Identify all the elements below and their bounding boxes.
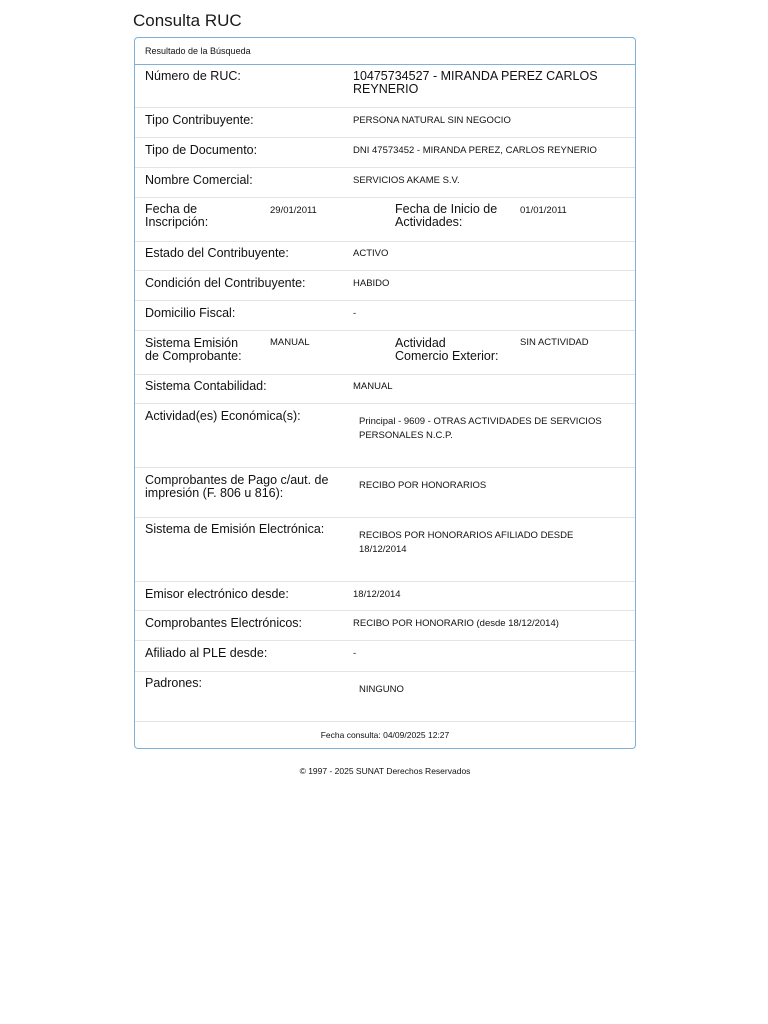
comprobantes-electronicos-label: Comprobantes Electrónicos: [145,616,303,630]
comprobantes-pago-label-line1: Comprobantes de Pago c/aut. de [145,473,329,487]
sistema-emision-value: MANUAL [270,337,310,348]
comprobantes-pago-value: RECIBO POR HONORARIOS [359,480,487,491]
fecha-inscripcion-value: 29/01/2011 [270,205,317,216]
tipo-contribuyente-label: Tipo Contribuyente: [145,113,254,127]
fecha-inicio-label-line1: Fecha de Inicio de [395,202,498,216]
row-tipo-documento [135,138,635,168]
condicion-value: HABIDO [353,278,390,289]
emision-electronica-value-line1: RECIBOS POR HONORARIOS AFILIADO DESDE [359,530,574,541]
comercio-exterior-label [395,337,499,363]
nombre-comercial-label: Nombre Comercial: [145,173,253,187]
fecha-inicio-value: 01/01/2011 [520,205,567,216]
actividad-value-line2: PERSONALES N.C.P. [359,430,453,441]
comercio-exterior-value: SIN ACTIVIDAD [520,337,589,348]
domicilio-label: Domicilio Fiscal: [145,306,236,320]
sistema-emision-label-line2: de Comprobante: [145,349,242,363]
padrones-value: NINGUNO [359,684,404,695]
contabilidad-value: MANUAL [353,381,393,392]
row-emisor-desde [135,582,635,611]
estado-label: Estado del Contribuyente: [145,246,289,260]
row-comprobantes-electronicos [135,611,635,641]
actividad-label: Actividad(es) Económica(s): [145,409,301,423]
row-comprobantes-pago [135,468,635,518]
tipo-documento-label: Tipo de Documento: [145,143,258,157]
ruc-label: Número de RUC: [145,69,241,83]
padrones-label: Padrones: [145,676,202,690]
comprobantes-pago-label [145,474,328,500]
ruc-value [353,70,598,96]
fecha-inscripcion-label [145,203,208,229]
row-ple [135,641,635,672]
comercio-exterior-label-line1: Actividad [395,336,446,350]
comprobantes-electronicos-value: RECIBO POR HONORARIO (desde 18/12/2014) [353,618,559,629]
panel-header: Resultado de la Búsqueda [135,38,635,65]
emision-electronica-value-line2: 18/12/2014 [359,544,407,555]
row-sistema-emision [135,331,635,375]
row-ruc [135,65,635,108]
actividad-value-line1: Principal - 9609 - OTRAS ACTIVIDADES DE SERVICIOS [359,416,602,427]
page-title: Consulta RUC [133,11,242,30]
ple-value: - [353,648,357,659]
row-tipo-contribuyente [135,108,635,138]
row-padrones [135,672,635,722]
ruc-value-line1: 10475734527 - MIRANDA PEREZ CARLOS [353,69,598,83]
fecha-inicio-label [395,203,497,229]
ple-label: Afiliado al PLE desde: [145,646,268,660]
row-contabilidad [135,375,635,404]
row-condicion [135,271,635,301]
estado-value: ACTIVO [353,248,389,259]
fecha-inscripcion-label-line2: Inscripción: [145,215,209,229]
ruc-value-line2: REYNERIO [353,82,419,96]
nombre-comercial-value: SERVICIOS AKAME S.V. [353,175,460,186]
copyright: © 1997 - 2025 SUNAT Derechos Reservados [299,766,471,776]
emisor-desde-value: 18/12/2014 [353,589,401,600]
row-actividad [135,404,635,468]
row-fechas [135,198,635,242]
fecha-consulta: Fecha consulta: 04/09/2025 12:27 [320,730,450,740]
emision-electronica-label: Sistema de Emisión Electrónica: [145,522,325,536]
contabilidad-label: Sistema Contabilidad: [145,379,267,393]
result-panel [134,37,636,749]
condicion-label: Condición del Contribuyente: [145,276,306,290]
emision-electronica-value [359,529,621,557]
actividad-value [359,415,621,443]
fecha-inscripcion-label-line1: Fecha de [145,202,198,216]
tipo-documento-value: DNI 47573452 - MIRANDA PEREZ, CARLOS REYNERIO [353,145,597,156]
row-emision-electronica [135,518,635,582]
row-domicilio [135,301,635,331]
comercio-exterior-label-line2: Comercio Exterior: [395,349,499,363]
emisor-desde-label: Emisor electrónico desde: [145,587,289,601]
domicilio-value: - [353,308,357,319]
sistema-emision-label-line1: Sistema Emisión [145,336,239,350]
row-nombre-comercial [135,168,635,198]
fecha-inicio-label-line2: Actividades: [395,215,463,229]
tipo-contribuyente-value: PERSONA NATURAL SIN NEGOCIO [353,115,511,126]
comprobantes-pago-label-line2: impresión (F. 806 u 816): [145,486,284,500]
sistema-emision-label [145,337,242,363]
row-estado [135,242,635,271]
